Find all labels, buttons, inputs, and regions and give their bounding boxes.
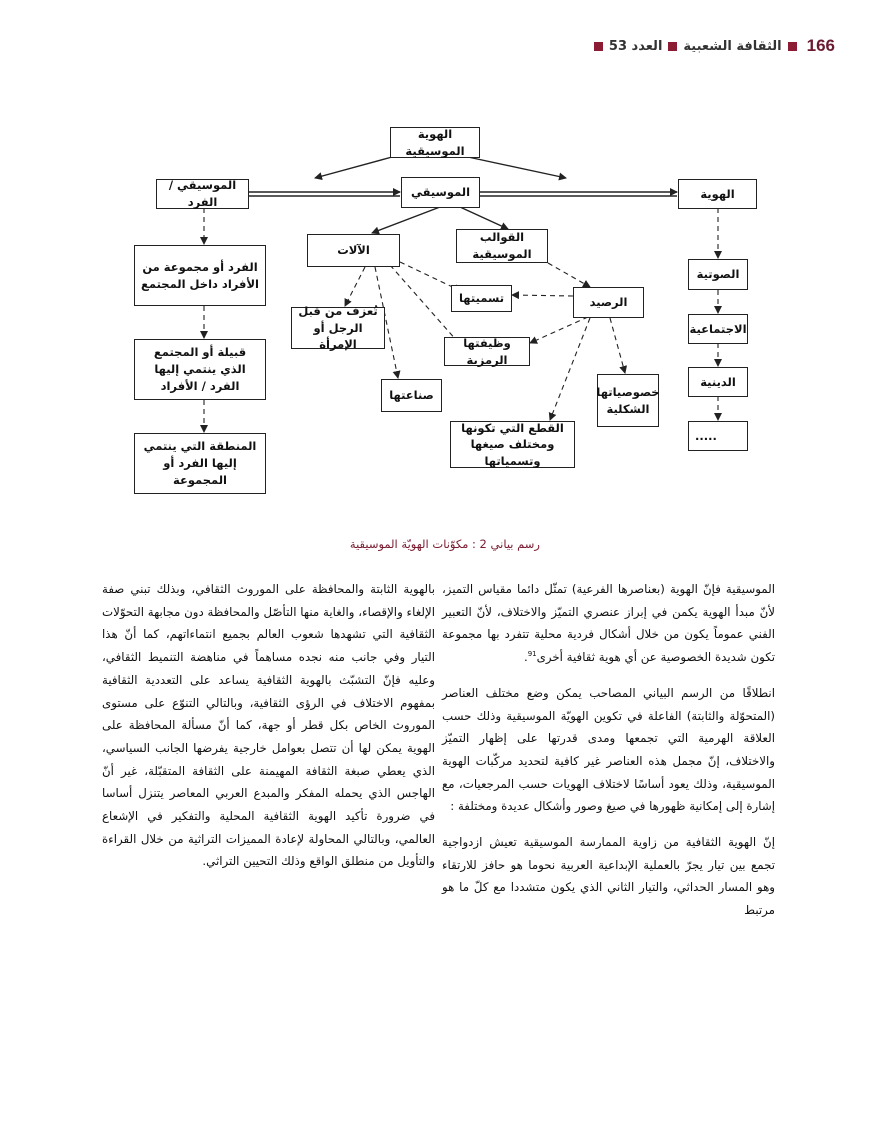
journal-name: الثقافة الشعبية bbox=[683, 38, 782, 54]
religious-node: الدينية bbox=[688, 367, 748, 397]
paragraph: انطلاقًا من الرسم البياني المصاحب يمكن وضع مختلف العناصر (المتحوّلة والثابتة) الفاعلة في تكوين الهويّة الموسيقية وذلك حسب العلاقة الهرمية التي تجمعها ومدى قدرتها على إظهار التميّز والاختلاف، إنّ مجمل هذه العناصر غير كافية لتحديد مركّبات الهوية الموسيقية، وذلك يعود أساسًا لاختلاف الهويات حسب المرجعيات، مع إشارة إلى إمكانية ظهورها في صيغ وصور وأشكال عديدة ومختلفة : bbox=[442, 685, 775, 814]
region-node: المنطقة التي ينتمي إليها الفرد أو المجموعة bbox=[134, 433, 266, 494]
connector bbox=[530, 317, 588, 343]
paragraph: بالهوية الثابتة والمحافظة على الموروث الثقافي، وبذلك تبني صفة الإلغاء والإقصاء، والغاية منها التأصّل والمحافظة دون مجابهة التحوّلات الثقافية التي تشهدها شعوب العالم بجميع انتماءاتهم، كما أنّ هذا التيار وفي جانب منه نجده مساهماً في مناهضة التنميط الثقافي، وعليه فإنّ التشبّث بالهوية الثقافية يساعد على التعددية الثقافية بمفهوم الاختلاف في الرؤى الثقافية، وبالتالي التنوّع على مستوى الموروث الخاص بكل قطر أو جهة، كما أنّ مسألة المحافظة على الهوية يمكن لها أن تتصل بعوامل خارجية يفرضها الجانب السياسي، الذي يعطي صبغة الثقافة المهيمنة على الثقافة المتقبّلة، غير أنّ الهاجس الذي يحمله المفكر والمبدع العربي المعاصر يتنزل أساسا في ضرورة تأكيد الهوية الثقافية المحلية والتفكير في الإشعاع العالمي، وبالتالي المحاولة لإعادة المميزات التراثية من خلال القراءة والتأويل من منطلق الواقع وذلك التحيين التراثي. bbox=[102, 582, 435, 869]
formal-specifics-node: خصوصياتها الشكلية bbox=[597, 374, 659, 427]
connector bbox=[315, 157, 392, 178]
instruments-node: الآلات bbox=[307, 234, 400, 267]
music-identity-diagram bbox=[0, 0, 877, 540]
connector bbox=[372, 207, 440, 233]
pieces-node: القطع التي تكونها ومختلف صيغها وتسمياتها bbox=[450, 421, 575, 468]
musician-individual-node: الموسيقي / الفرد bbox=[156, 179, 249, 209]
footnote-ref: 91 bbox=[527, 650, 537, 659]
connector bbox=[460, 207, 508, 229]
naming-node: تسميتها bbox=[451, 285, 512, 312]
connector bbox=[468, 157, 566, 178]
social-node: الاجتماعية bbox=[688, 314, 748, 344]
vocal-node: الصوتية bbox=[688, 259, 748, 290]
root-node: الهوية الموسيقية bbox=[390, 127, 480, 158]
figure-caption: رسم بياني 2 : مكوّنات الهويّة الموسيقية bbox=[349, 537, 540, 551]
individual-group-node: الفرد أو مجموعة من الأفراد داخل المجتمع bbox=[134, 245, 266, 306]
connector bbox=[512, 295, 573, 296]
connector bbox=[345, 267, 365, 306]
played-by-node: تُعزف من قبل الرجل أو الإمرأة bbox=[291, 307, 385, 349]
issue-number: العدد 53 bbox=[608, 38, 663, 54]
connector bbox=[548, 263, 590, 287]
paragraph: الموسيقية فإنّ الهوية (بعناصرها الفرعية) تمثّل دائما مقياس التميز، لأنّ مبدأ الهوية يكمن في إبراز عنصري التميّز والاختلاف، لأنّ التعبير الفني عموماً يكون من خلال أشكال فردية محلية تتفرد بها مجموعة تكون شديدة الخصوصية عن أي هوية ثقافية أخرى$^{91}$. bbox=[442, 582, 775, 665]
connector bbox=[610, 318, 625, 373]
making-node: صناعتها bbox=[381, 379, 442, 412]
connector bbox=[550, 318, 590, 420]
tribe-society-node: قبيلة أو المجتمع الذي ينتمي إليها الفرد / الأفراد bbox=[134, 339, 266, 400]
paragraph: إنّ الهوية الثقافية من زاوية الممارسة الموسيقية تعيش ازدواجية تجمع بين تيار يجرّ بالعملية الإبداعية العربية نحوما هو حافز للارتقاء وهو المسار الحداثي، والتيار الثاني الذي يكون متشددا مع كلّ ما هو مرتبط bbox=[442, 835, 775, 918]
more-node: ..... bbox=[688, 421, 748, 451]
repertoire-node: الرصيد bbox=[573, 287, 644, 318]
page-number: 166 bbox=[806, 36, 835, 55]
identity-node: الهوية bbox=[678, 179, 757, 209]
left-column bbox=[102, 578, 435, 873]
right-column bbox=[442, 578, 775, 922]
music-forms-node: القوالب الموسيقية bbox=[456, 229, 548, 263]
musician-node: الموسيقي bbox=[401, 177, 480, 208]
symbolic-function-node: وظيفتها الرمزية bbox=[444, 337, 530, 366]
